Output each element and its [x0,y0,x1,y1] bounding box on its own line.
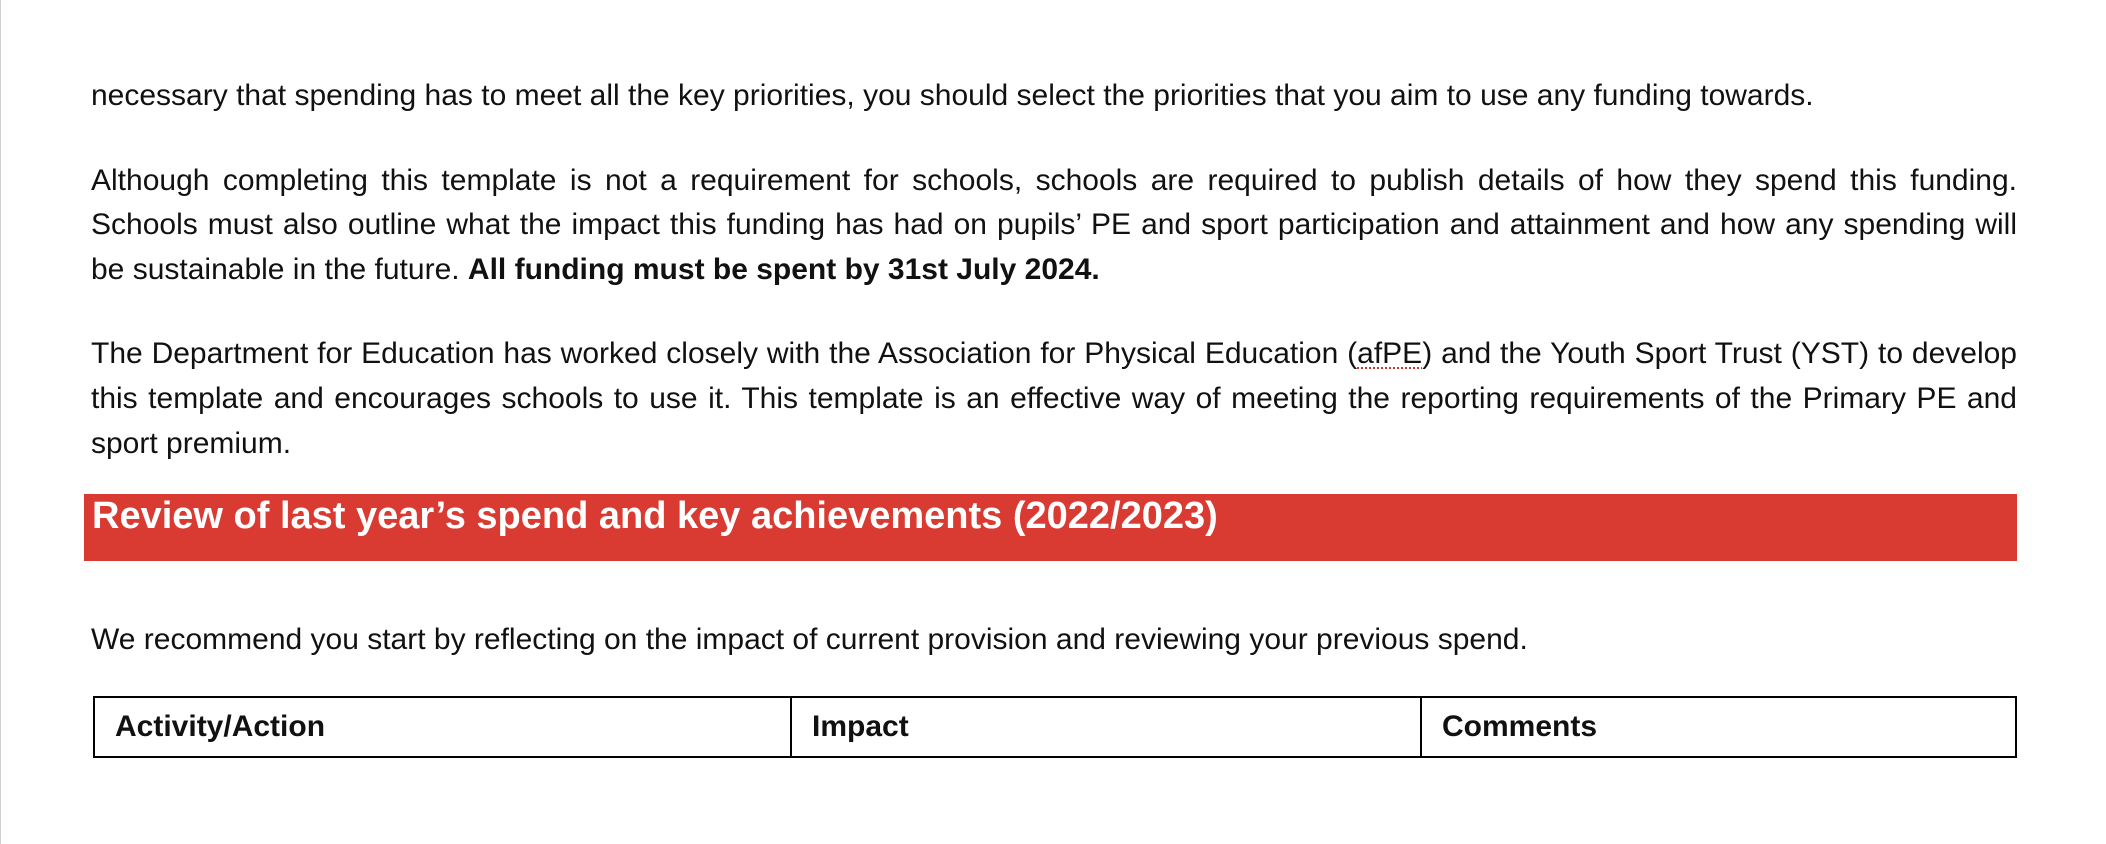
recommendation-text: We recommend you start by reflecting on the impact of current provision and reviewing your previous spend. [91,623,1528,656]
table-header-row [94,697,2016,757]
spellcheck-flagged-word[interactable]: afPE [1357,337,1423,371]
dfe-paragraph [91,332,2017,466]
funding-paragraph [91,159,2017,293]
section-title: Review of last year’s spend and key achievements (2022/2023) [92,495,1218,537]
review-table [93,696,2017,758]
column-header-impact: Impact [791,697,1421,757]
intro-text: necessary that spending has to meet all the key priorities, you should select the priorities that you aim to use any funding towards. [91,79,1814,112]
page-left-edge [0,0,1,844]
dfe-text-end: ) and the Youth Sport Trust (YST) to develop this template and encourages schools to use it. This template is an effective way of meeting the reporting requirements of the Primary PE and sport premium. [91,337,2017,460]
section-header-banner [84,494,2017,561]
funding-deadline: All funding must be spent by 31st July 2024. [467,252,1100,286]
column-header-activity: Activity/Action [94,697,791,757]
document-body [91,74,2017,466]
funding-text: Although completing this template is not a requirement for schools, schools are required to publish details of how they spend this funding. Schools must also outline what the impact this funding has had on pupils’ PE and sport participation and attainment and how any spending will be sustainable in the future. [91,163,2017,286]
column-header-comments: Comments [1421,697,2016,757]
dfe-text-start: The Department for Education has worked closely with the Association for Physical Education ( [91,337,1358,371]
intro-paragraph-continued [91,74,2017,119]
